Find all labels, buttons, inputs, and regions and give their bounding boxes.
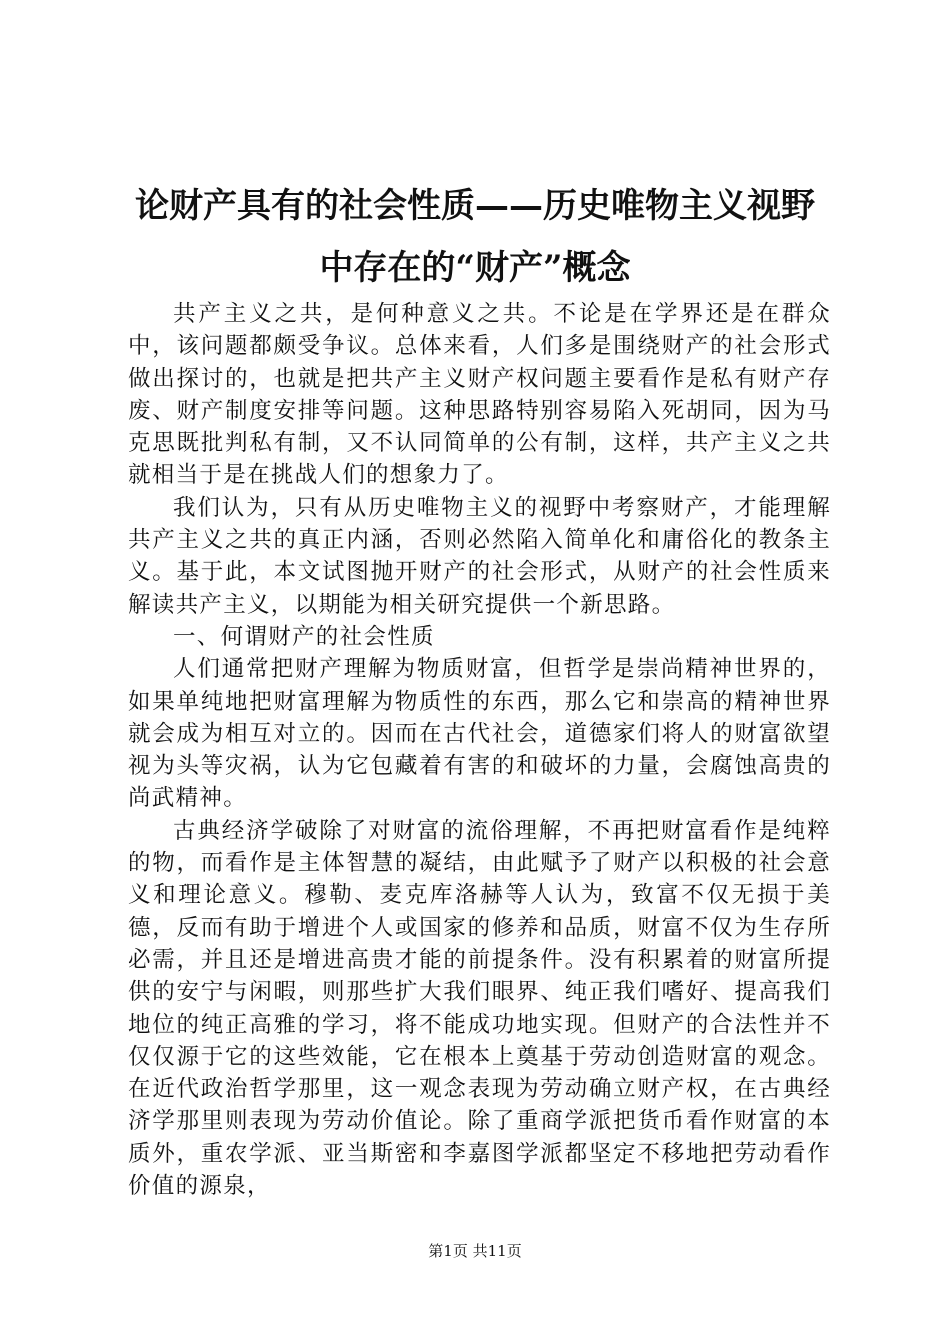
document-body [128, 298, 831, 1202]
paragraph-2: 我们认为，只有从历史唯物主义的视野中考察财产，才能理解共产主义之共的真正内涵，否则必然陷入简单化和庸俗化的教条主义。基于此，本文试图抛开财产的社会形式，从财产的社会性质来解读共产主义，以期能为相关研究提供一个新思路。 [128, 494, 831, 618]
document-title [100, 175, 850, 299]
paragraph-3: 人们通常把财产理解为物质财富，但哲学是崇尚精神世界的，如果单纯地把财富理解为物质性的东西，那么它和崇高的精神世界就会成为相互对立的。因而在古代社会，道德家们将人的财富欲望视为头等灾祸，认为它包藏着有害的和破坏的力量，会腐蚀高贵的尚武精神。 [128, 656, 831, 812]
section-heading-1: 一、何谓财产的社会性质 [173, 623, 435, 650]
title-line-2: 中存在的“财产”概念 [319, 248, 631, 288]
paragraph-1: 共产主义之共，是何种意义之共。不论是在学界还是在群众中，该问题都颇受争议。总体来看，人们多是围绕财产的社会形式做出探讨的，也就是把共产主义财产权问题主要看作是私有财产存废、财产制度安排等问题。这种思路特别容易陷入死胡同，因为马克思既批判私有制，又不认同简单的公有制，这样，共产主义之共就相当于是在挑战人们的想象力了。 [128, 301, 831, 489]
paragraph-4: 古典经济学破除了对财富的流俗理解，不再把财富看作是纯粹的物，而看作是主体智慧的凝结，由此赋予了财产以积极的社会意义和理论意义。穆勒、麦克库洛赫等人认为，致富不仅无损于美德，反而有助于增进个人或国家的修养和品质，财富不仅为生存所必需，并且还是增进高贵才能的前提条件。没有积累着的财富所提供的安宁与闲暇，则那些扩大我们眼界、纯正我们嗜好、提高我们地位的纯正高雅的学习，将不能成功地实现。但财产的合法性并不仅仅源于它的这些效能，它在根本上奠基于劳动创造财富的观念。在近代政治哲学那里，这一观念表现为劳动确立财产权，在古典经济学那里则表现为劳动价值论。除了重商学派把货币看作财富的本质外，重农学派、亚当斯密和李嘉图学派都坚定不移地把劳动看作价值的源泉， [128, 817, 831, 1200]
title-line-1: 论财产具有的社会性质——历史唯物主义视野 [135, 186, 815, 226]
page-footer: 第1页 共11页 [428, 1242, 522, 1260]
